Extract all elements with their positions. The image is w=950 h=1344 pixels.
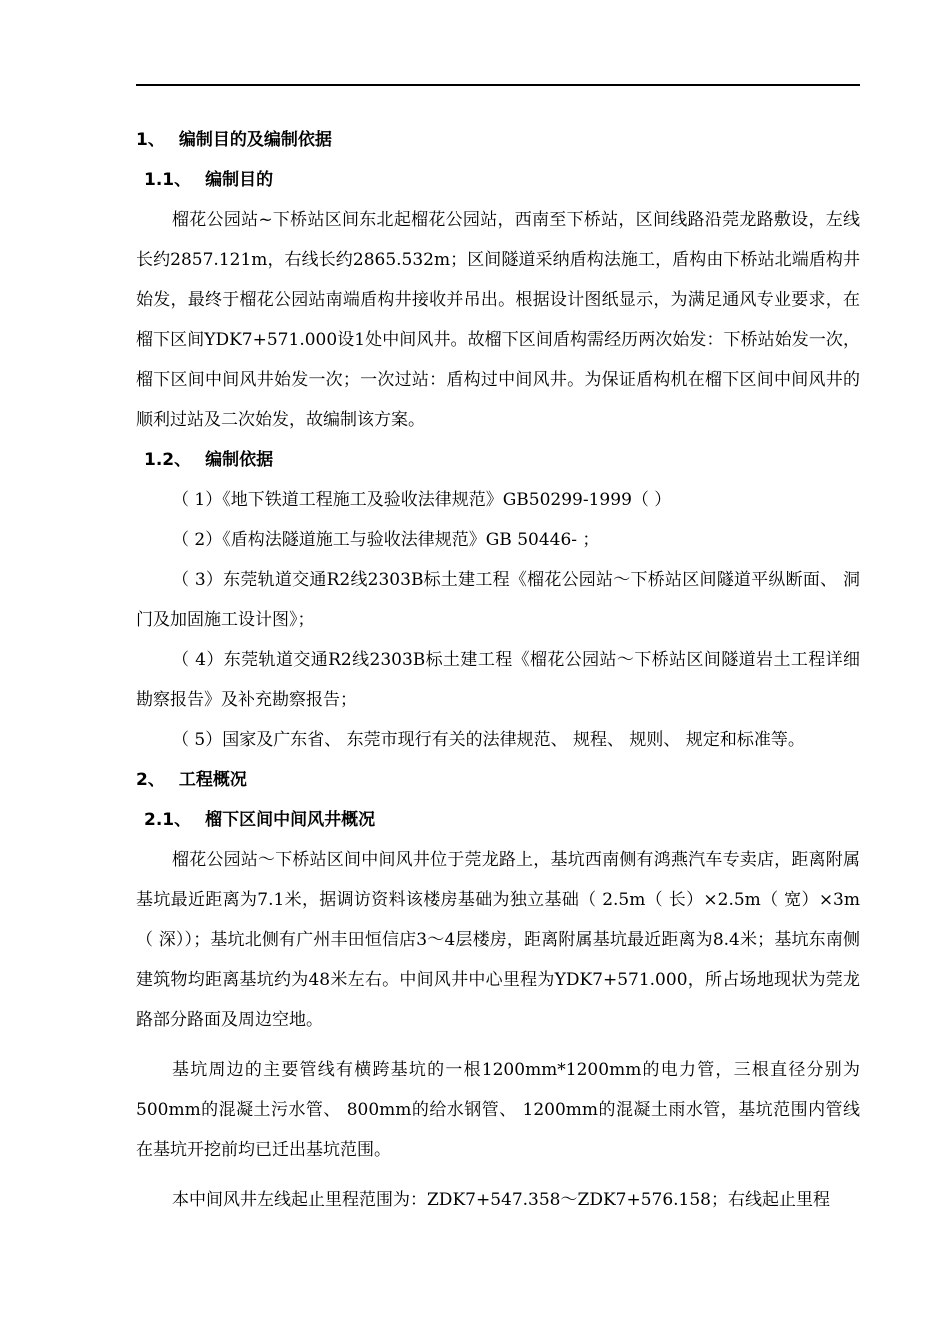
section-title: 榴下区间中间风井概况 <box>205 810 376 830</box>
document-body <box>136 120 860 1220</box>
section-title: 编制依据 <box>205 450 274 470</box>
basis-item: （ 1）《地下铁道工程施工及验收法律规范》GB50299-1999（ ） <box>172 490 672 510</box>
basis-item: （ 3）东莞轨道交通R2线2303B标土建工程《榴花公园站～下桥站区间隧道平纵断面、 洞门及加固施工设计图》； <box>136 570 860 630</box>
section-title: 编制目的及编制依据 <box>178 130 332 150</box>
overview-paragraph: 榴花公园站～下桥站区间中间风井位于莞龙路上，基坑西南侧有鸿燕汽车专卖店，距离附属基坑最近距离为7.1米，据调访资料该楼房基础为独立基础（ 2.5m（ 长）×2.5m（ 宽）×3m（ 深））；基坑北侧有广州丰田恒信店3～4层楼房，距离附属基坑最近距离为8.4米；基坑东南侧建筑物均距离基坑约为48米左右。中间风井中心里程为YDK7+571.000，所占场地现状为莞龙路部分路面及周边空地。 <box>136 850 860 1030</box>
header-rule <box>136 84 860 86</box>
basis-item: （ 5）国家及广东省、 东莞市现行有关的法律规范、 规程、 规则、 规定和标准等。 <box>172 730 805 750</box>
section-2-heading <box>136 760 860 800</box>
section-1-1-heading <box>136 160 860 200</box>
section-1-2-heading <box>136 440 860 480</box>
section-1-heading <box>136 120 860 160</box>
section-title: 工程概况 <box>178 770 247 790</box>
basis-item: （ 2）《盾构法隧道施工与验收法律规范》GB 50446- ； <box>172 530 600 550</box>
section-2-1-heading <box>136 800 860 840</box>
section-number: 1.2、 <box>144 450 192 470</box>
section-number: 1、 <box>136 130 165 150</box>
section-number: 2、 <box>136 770 165 790</box>
chainage-paragraph: 本中间风井左线起止里程范围为：ZDK7+547.358～ZDK7+576.158；右线起止里程 <box>172 1190 831 1210</box>
pipeline-paragraph: 基坑周边的主要管线有横跨基坑的一根1200mm*1200mm的电力管，三根直径分别为500mm的混凝土污水管、 800mm的给水钢管、 1200mm的混凝土雨水管，基坑范围内管线在基坑开挖前均已迁出基坑范围。 <box>136 1060 860 1160</box>
section-title: 编制目的 <box>205 170 274 190</box>
basis-item: （ 4）东莞轨道交通R2线2303B标土建工程《榴花公园站～下桥站区间隧道岩土工程详细勘察报告》及补充勘察报告； <box>136 650 860 710</box>
purpose-paragraph: 榴花公园站~下桥站区间东北起榴花公园站，西南至下桥站，区间线路沿莞龙路敷设，左线长约2857.121m，右线长约2865.532m；区间隧道采纳盾构法施工，盾构由下桥站北端盾构井始发，最终于榴花公园站南端盾构井接收并吊出。根据设计图纸显示，为满足通风专业要求，在榴下区间YDK7+571.000设1处中间风井。故榴下区间盾构需经历两次始发：下桥站始发一次，榴下区间中间风井始发一次；一次过站：盾构过中间风井。为保证盾构机在榴下区间中间风井的顺利过站及二次始发，故编制该方案。 <box>136 210 860 430</box>
section-number: 2.1、 <box>144 810 192 830</box>
section-number: 1.1、 <box>144 170 192 190</box>
